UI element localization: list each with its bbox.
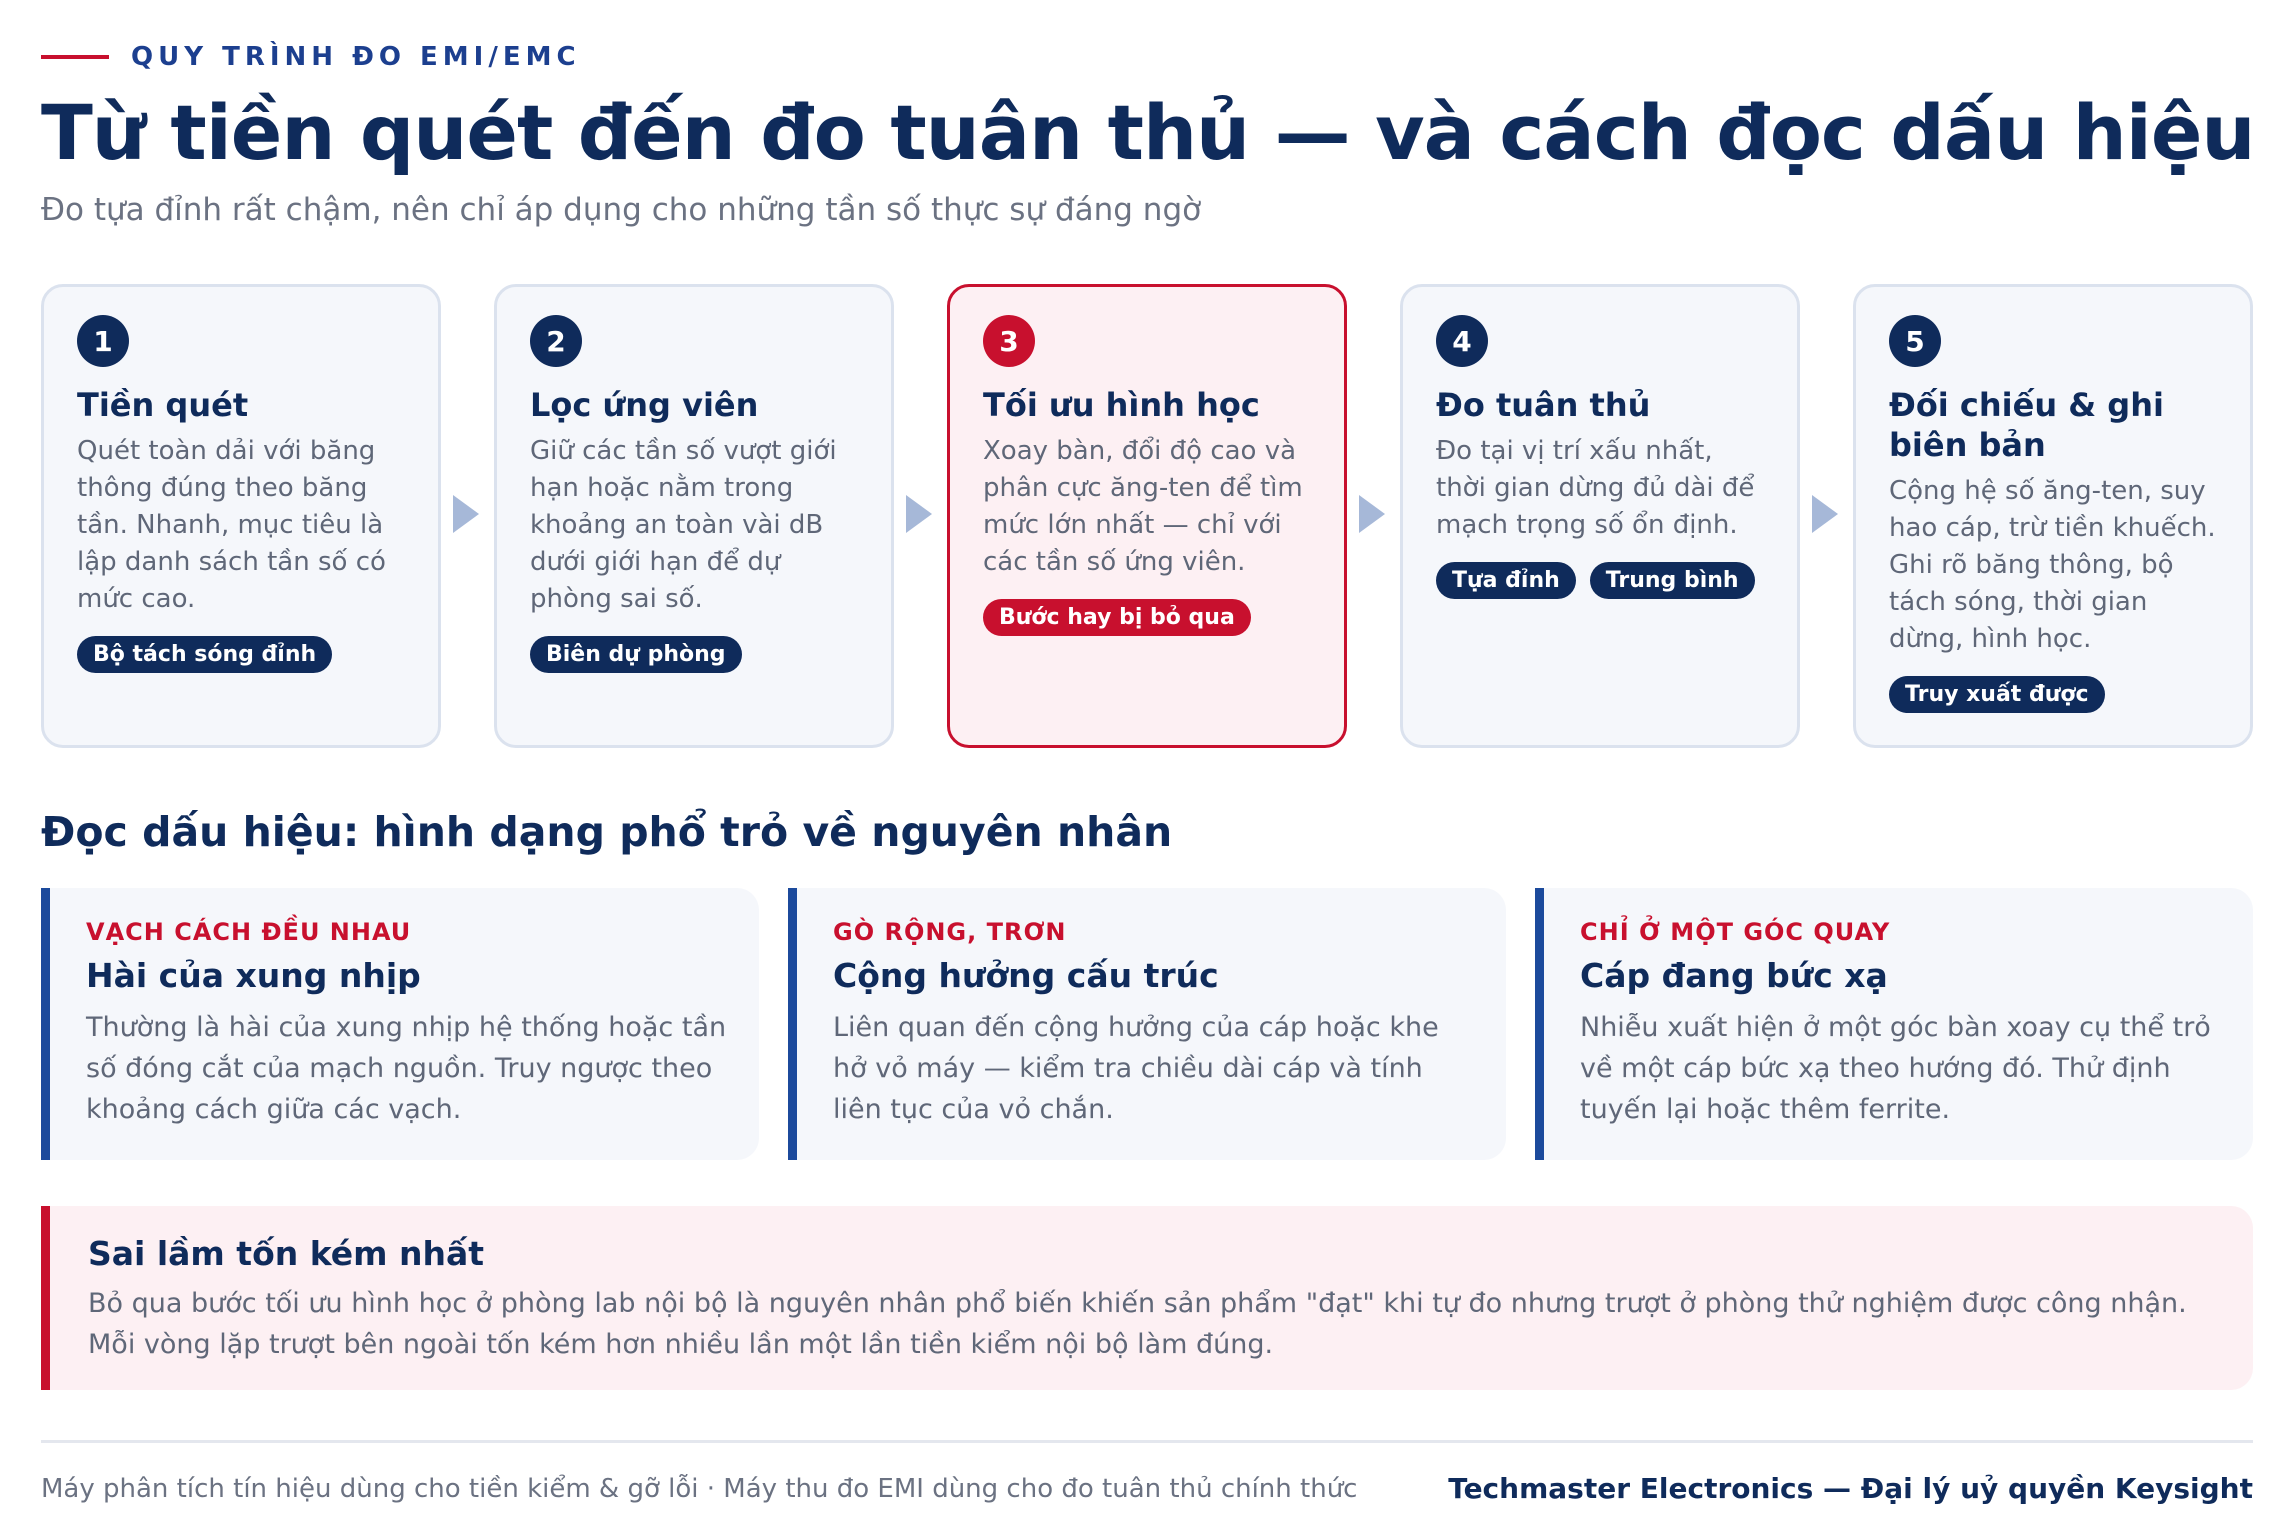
sign-description: Nhiễu xuất hiện ở một góc bàn xoay cụ thể trỏ về một cáp bức xạ theo hướng đó. Thử định tuyến lại hoặc thêm ferrite. bbox=[1580, 1012, 2211, 1125]
step-tags bbox=[530, 636, 859, 673]
eyebrow bbox=[41, 42, 581, 72]
step-tags bbox=[77, 636, 406, 673]
step-tag: Biên dự phòng bbox=[530, 636, 742, 673]
step-card-5 bbox=[1853, 284, 2253, 748]
warning-description: Bỏ qua bước tối ưu hình học ở phòng lab nội bộ là nguyên nhân phổ biến khiến sản phẩm "đạt" khi tự đo nhưng trượt ở phòng thử nghiệm được công nhận. Mỗi vòng lặp trượt bên ngoài tốn kém hơn nhiều lần một lần tiền kiểm nội bộ làm đúng. bbox=[88, 1288, 2187, 1360]
step-tag: Trung bình bbox=[1590, 562, 1755, 599]
footer-note: Máy phân tích tín hiệu dùng cho tiền kiểm & gỡ lỗi · Máy thu đo EMI dùng cho đo tuân thủ chính thức bbox=[41, 1474, 1358, 1504]
sign-kicker: GÒ RỘNG, TRƠN bbox=[833, 918, 1067, 946]
sign-kicker: CHỈ Ở MỘT GÓC QUAY bbox=[1580, 918, 1891, 946]
step-description: Cộng hệ số ăng-ten, suy hao cáp, trừ tiền khuếch. Ghi rõ băng thông, bộ tách sóng, thời gian dừng, hình học. bbox=[1889, 476, 2216, 654]
step-number-badge: 3 bbox=[983, 315, 1035, 367]
sign-description: Liên quan đến cộng hưởng của cáp hoặc khe hở vỏ máy — kiểm tra chiều dài cáp và tính liên tục của vỏ chắn. bbox=[833, 1012, 1439, 1125]
step-number-badge: 1 bbox=[77, 315, 129, 367]
step-arrow-icon bbox=[1812, 495, 1838, 533]
step-card-2 bbox=[494, 284, 894, 748]
sign-description: Thường là hài của xung nhịp hệ thống hoặc tần số đóng cắt của mạch nguồn. Truy ngược theo khoảng cách giữa các vạch. bbox=[86, 1012, 727, 1125]
step-title: Tiền quét bbox=[77, 386, 249, 424]
step-arrow-icon bbox=[1359, 495, 1385, 533]
sign-title: Hài của xung nhịp bbox=[86, 956, 421, 995]
section-title: Đọc dấu hiệu: hình dạng phổ trỏ về nguyên nhân bbox=[41, 808, 1173, 856]
step-description: Xoay bàn, đổi độ cao và phân cực ăng-ten để tìm mức lớn nhất — chỉ với các tần số ứng viên. bbox=[983, 436, 1303, 577]
step-arrow-icon bbox=[906, 495, 932, 533]
eyebrow-text: QUY TRÌNH ĐO EMI/EMC bbox=[131, 42, 581, 72]
step-tags bbox=[983, 599, 1312, 636]
warning-callout bbox=[41, 1206, 2253, 1390]
step-title: Lọc ứng viên bbox=[530, 386, 759, 424]
process-steps bbox=[41, 284, 2253, 748]
footer-divider bbox=[41, 1440, 2253, 1443]
step-tag: Truy xuất được bbox=[1889, 676, 2105, 713]
step-tags bbox=[1889, 676, 2218, 713]
sign-card bbox=[1535, 888, 2253, 1160]
warning-title: Sai lầm tốn kém nhất bbox=[88, 1234, 485, 1273]
sign-title: Cộng hưởng cấu trúc bbox=[833, 956, 1219, 995]
footer-brand: Techmaster Electronics — Đại lý uỷ quyền Keysight bbox=[1448, 1472, 2253, 1505]
step-title: Tối ưu hình học bbox=[983, 386, 1260, 424]
step-tag: Bộ tách sóng đỉnh bbox=[77, 636, 332, 673]
page bbox=[41, 0, 2253, 1540]
sign-card bbox=[788, 888, 1506, 1160]
step-card-1 bbox=[41, 284, 441, 748]
eyebrow-accent-bar bbox=[41, 55, 109, 59]
step-tag: Tựa đỉnh bbox=[1436, 562, 1576, 599]
page-title: Từ tiền quét đến đo tuân thủ — và cách đọc dấu hiệu bbox=[41, 88, 2255, 177]
sign-cards bbox=[41, 888, 2253, 1160]
step-number-badge: 4 bbox=[1436, 315, 1488, 367]
step-description: Giữ các tần số vượt giới hạn hoặc nằm trong khoảng an toàn vài dB dưới giới hạn để dự phòng sai số. bbox=[530, 436, 837, 614]
step-description: Đo tại vị trí xấu nhất, thời gian dừng đủ dài để mạch trọng số ổn định. bbox=[1436, 436, 1755, 540]
step-number-badge: 2 bbox=[530, 315, 582, 367]
step-tag-warning: Bước hay bị bỏ qua bbox=[983, 599, 1251, 636]
step-title: Đo tuân thủ bbox=[1436, 386, 1651, 424]
step-description: Quét toàn dải với băng thông đúng theo băng tần. Nhanh, mục tiêu là lập danh sách tần số có mức cao. bbox=[77, 436, 386, 614]
sign-title: Cáp đang bức xạ bbox=[1580, 956, 1888, 995]
sign-card bbox=[41, 888, 759, 1160]
step-title: Đối chiếu & ghi biên bản bbox=[1889, 386, 2164, 464]
page-subtitle: Đo tựa đỉnh rất chậm, nên chỉ áp dụng cho những tần số thực sự đáng ngờ bbox=[41, 192, 1202, 228]
step-arrow-icon bbox=[453, 495, 479, 533]
step-card-3 bbox=[947, 284, 1347, 748]
step-card-4 bbox=[1400, 284, 1800, 748]
step-tags bbox=[1436, 562, 1765, 599]
sign-kicker: VẠCH CÁCH ĐỀU NHAU bbox=[86, 918, 412, 946]
step-number-badge: 5 bbox=[1889, 315, 1941, 367]
